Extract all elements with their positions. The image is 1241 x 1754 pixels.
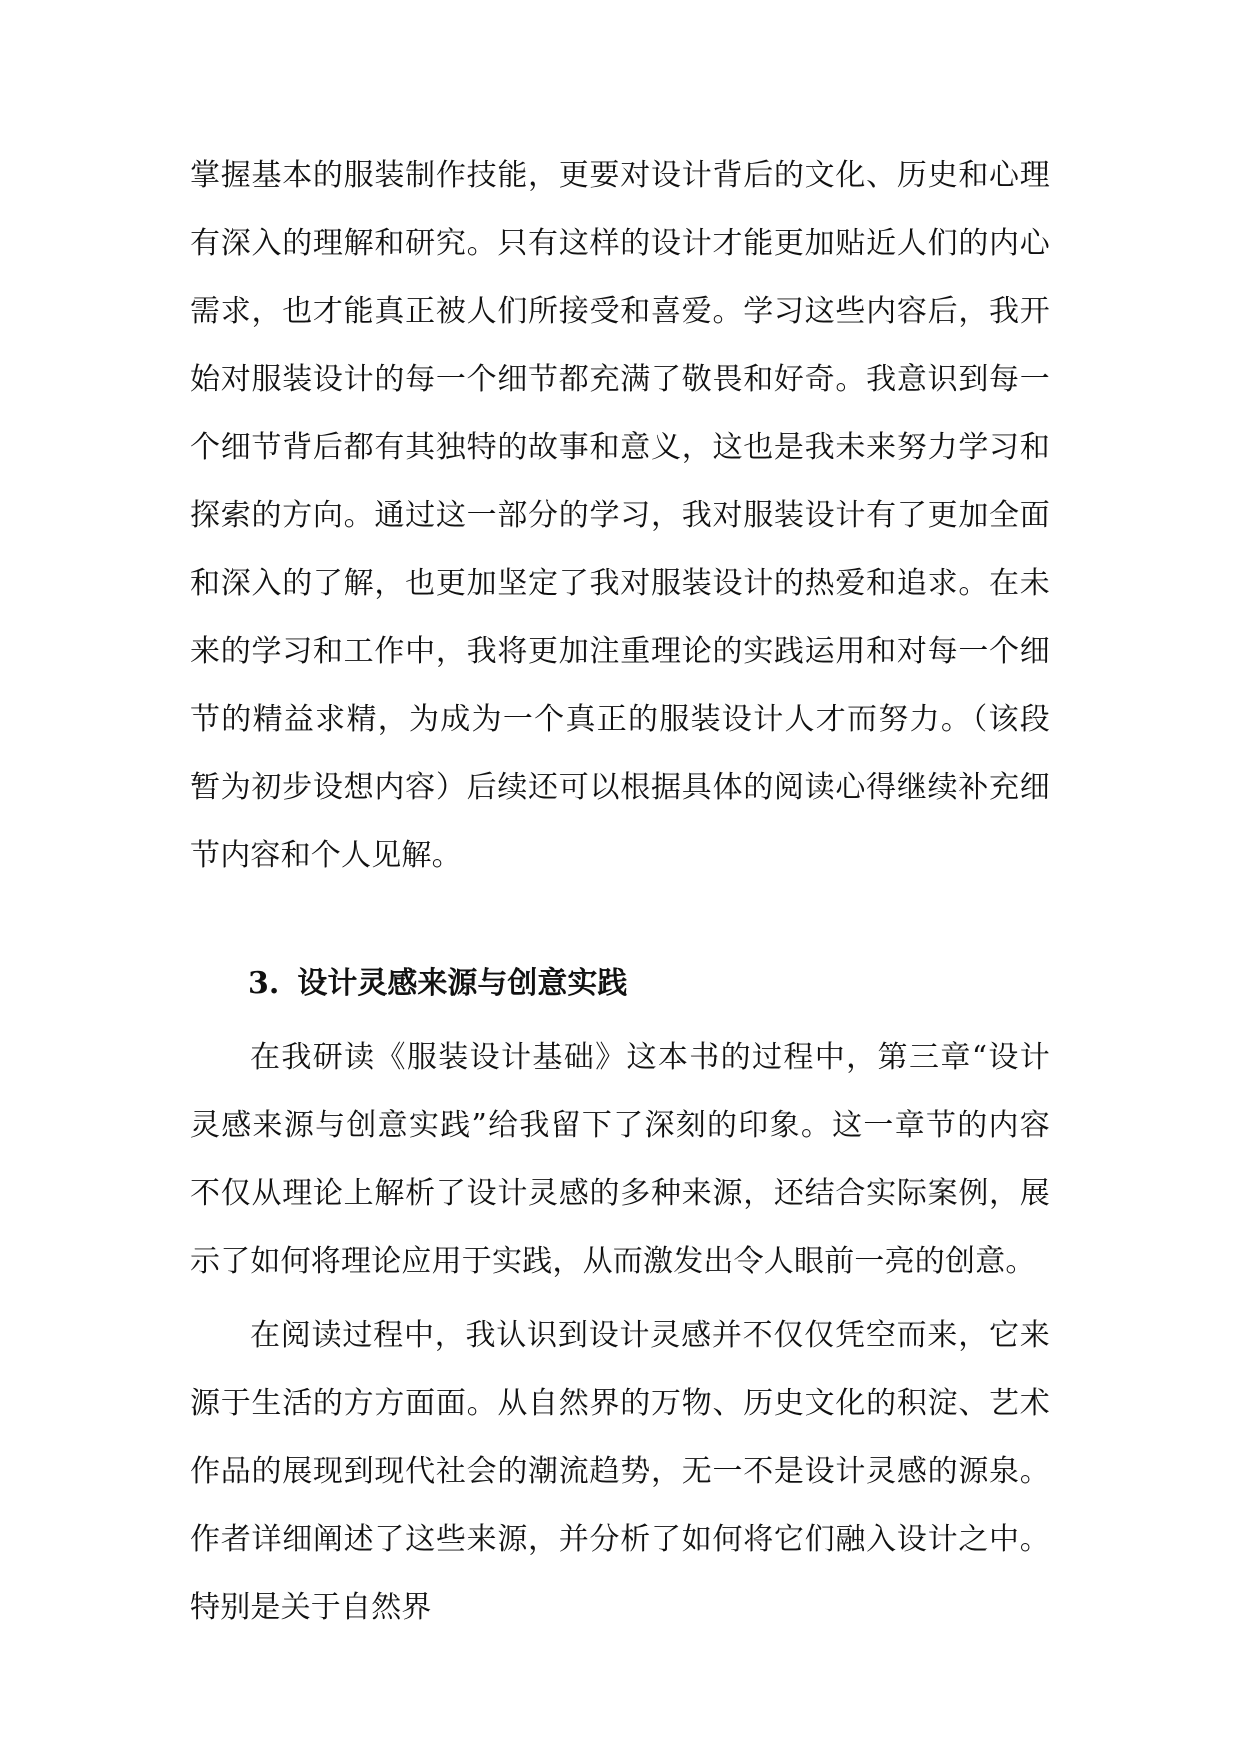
section-number: 3.	[248, 966, 280, 1001]
section-paragraph-2: 在阅读过程中，我认识到设计灵感并不仅仅凭空而来，它来源于生活的方方面面。从自然界的万物、历史文化的积淀、艺术作品的展现到现代社会的潮流趋势，无一不是设计灵感的源泉。作者详细阐述了这些来源，并分析了如何将它们融入设计之中。特别是关于自然界	[190, 1318, 1050, 1625]
document-body	[190, 142, 1050, 1642]
section-heading	[190, 950, 1050, 1018]
section-title: 设计灵感来源与创意实践	[297, 966, 628, 1001]
paragraph-continuation: 掌握基本的服装制作技能，更要对设计背后的文化、历史和心理有深入的理解和研究。只有这样的设计才能更加贴近人们的内心需求，也才能真正被人们所接受和喜爱。学习这些内容后，我开始对服装设计的每一个细节都充满了敬畏和好奇。我意识到每一个细节背后都有其独特的故事和意义，这也是我未来努力学习和探索的方向。通过这一部分的学习，我对服装设计有了更加全面和深入的了解，也更加坚定了我对服装设计的热爱和追求。在未来的学习和工作中，我将更加注重理论的实践运用和对每一个细节的精益求精，为成为一个真正的服装设计人才而努力。（该段暂为初步设想内容）后续还可以根据具体的阅读心得继续补充细节内容和个人见解。	[190, 158, 1050, 873]
section-paragraph-1: 在我研读《服装设计基础》这本书的过程中，第三章“设计灵感来源与创意实践”给我留下了深刻的印象。这一章节的内容不仅从理论上解析了设计灵感的多种来源，还结合实际案例，展示了如何将理论应用于实践，从而激发出令人眼前一亮的创意。	[190, 1040, 1050, 1279]
section-spacer	[190, 890, 1050, 912]
